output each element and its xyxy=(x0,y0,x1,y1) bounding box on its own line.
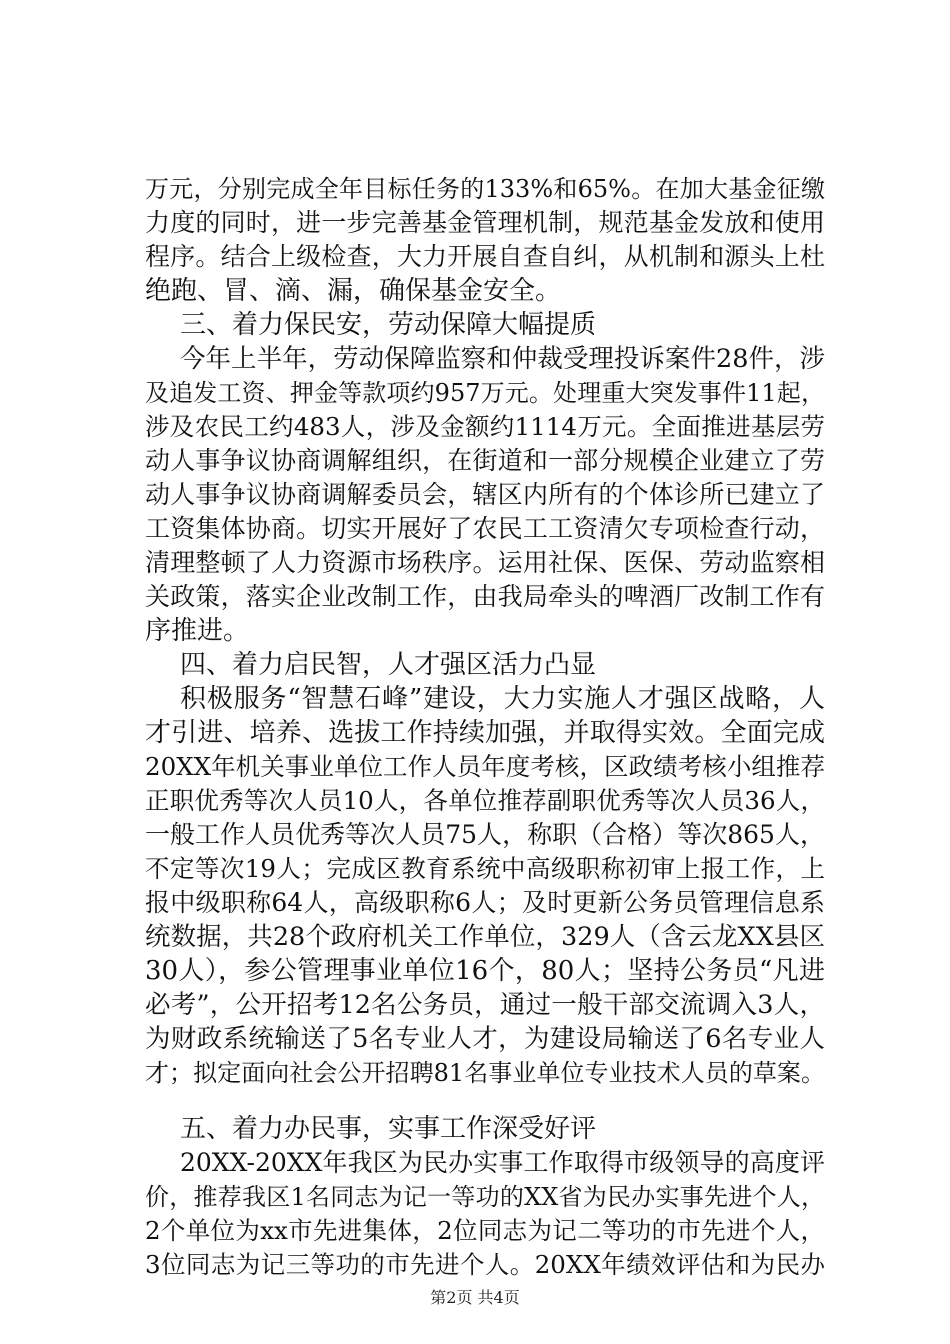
body-line: 2个单位为xx市先进集体，2位同志为记二等功的市先进个人， xyxy=(145,1216,825,1245)
body-line: 涉及农民工约483人，涉及金额约1114万元。全面推进基层劳 xyxy=(145,412,825,441)
body-line: 积极服务“智慧石峰”建设，大力实施人才强区战略，人 xyxy=(180,684,825,714)
body-line: 清理整顿了人力资源市场秩序。运用社保、医保、劳动监察相 xyxy=(145,548,825,577)
body-line: 20XX年机关事业单位工作人员年度考核，区政绩考核小组推荐 xyxy=(145,752,825,781)
page-footer: 第2页 共4页 xyxy=(430,1288,520,1307)
body-line: 必考”，公开招考12名公务员，通过一般干部交流调入3人， xyxy=(145,990,825,1020)
body-line: 万元，分别完成全年目标任务的133%和65%。在加大基金征缴 xyxy=(145,175,825,203)
body-line: 为财政系统输送了5名专业人才，为建设局输送了6名专业人 xyxy=(145,1024,825,1054)
body-line: 及追发工资、押金等款项约957万元。处理重大突发事件11起， xyxy=(145,379,825,407)
body-line: 正职优秀等次人员10人，各单位推荐副职优秀等次人员36人， xyxy=(145,786,825,815)
body-line: 20XX-20XX年我区为民办实事工作取得市级领导的高度评 xyxy=(180,1148,825,1177)
body-line: 绝跑、冒、滴、漏，确保基金安全。 xyxy=(145,276,562,306)
body-line: 不定等次19人；完成区教育系统中高级职称初审上报工作，上 xyxy=(145,854,825,883)
body-line: 报中级职称64人，高级职称6人；及时更新公务员管理信息系 xyxy=(145,888,825,917)
body-line: 价，推荐我区1名同志为记一等功的XX省为民办实事先进个人， xyxy=(145,1183,825,1211)
body-line: 关政策，落实企业改制工作，由我局牵头的啤酒厂改制工作有 xyxy=(145,582,825,611)
body-line: 30人），参公管理事业单位16个，80人；坚持公务员“凡进 xyxy=(145,956,825,986)
section-heading-4: 四、着力启民智，人才强区活力凸显 xyxy=(180,650,597,680)
body-line: 一般工作人员优秀等次人员75人，称职（合格）等次865人， xyxy=(145,820,825,849)
body-line: 统数据，共28个政府机关工作单位，329人（含云龙XX县区 xyxy=(145,922,825,952)
body-line: 序推进。 xyxy=(145,616,250,646)
body-line: 动人事争议协商调解组织，在街道和一部分规模企业建立了劳 xyxy=(145,446,825,475)
body-line: 3位同志为记三等功的市先进个人。20XX年绩效评估和为民办 xyxy=(145,1250,825,1279)
body-line: 力度的同时，进一步完善基金管理机制，规范基金发放和使用 xyxy=(145,208,825,237)
body-line: 工资集体协商。切实开展好了农民工工资清欠专项检查行动， xyxy=(145,514,825,543)
body-line: 动人事争议协商调解委员会，辖区内所有的个体诊所已建立了 xyxy=(145,480,825,509)
section-heading-5: 五、着力办民事，实事工作深受好评 xyxy=(180,1114,597,1144)
body-line: 才引进、培养、选拔工作持续加强，并取得实效。全面完成 xyxy=(145,718,825,748)
body-line: 才；拟定面向社会公开招聘81名事业单位专业技术人员的草案。 xyxy=(145,1059,825,1087)
body-line: 今年上半年，劳动保障监察和仲裁受理投诉案件28件，涉 xyxy=(180,344,825,374)
body-line: 程序。结合上级检查，大力开展自查自纠，从机制和源头上杜 xyxy=(145,242,825,271)
section-heading-3: 三、着力保民安，劳动保障大幅提质 xyxy=(180,310,597,340)
